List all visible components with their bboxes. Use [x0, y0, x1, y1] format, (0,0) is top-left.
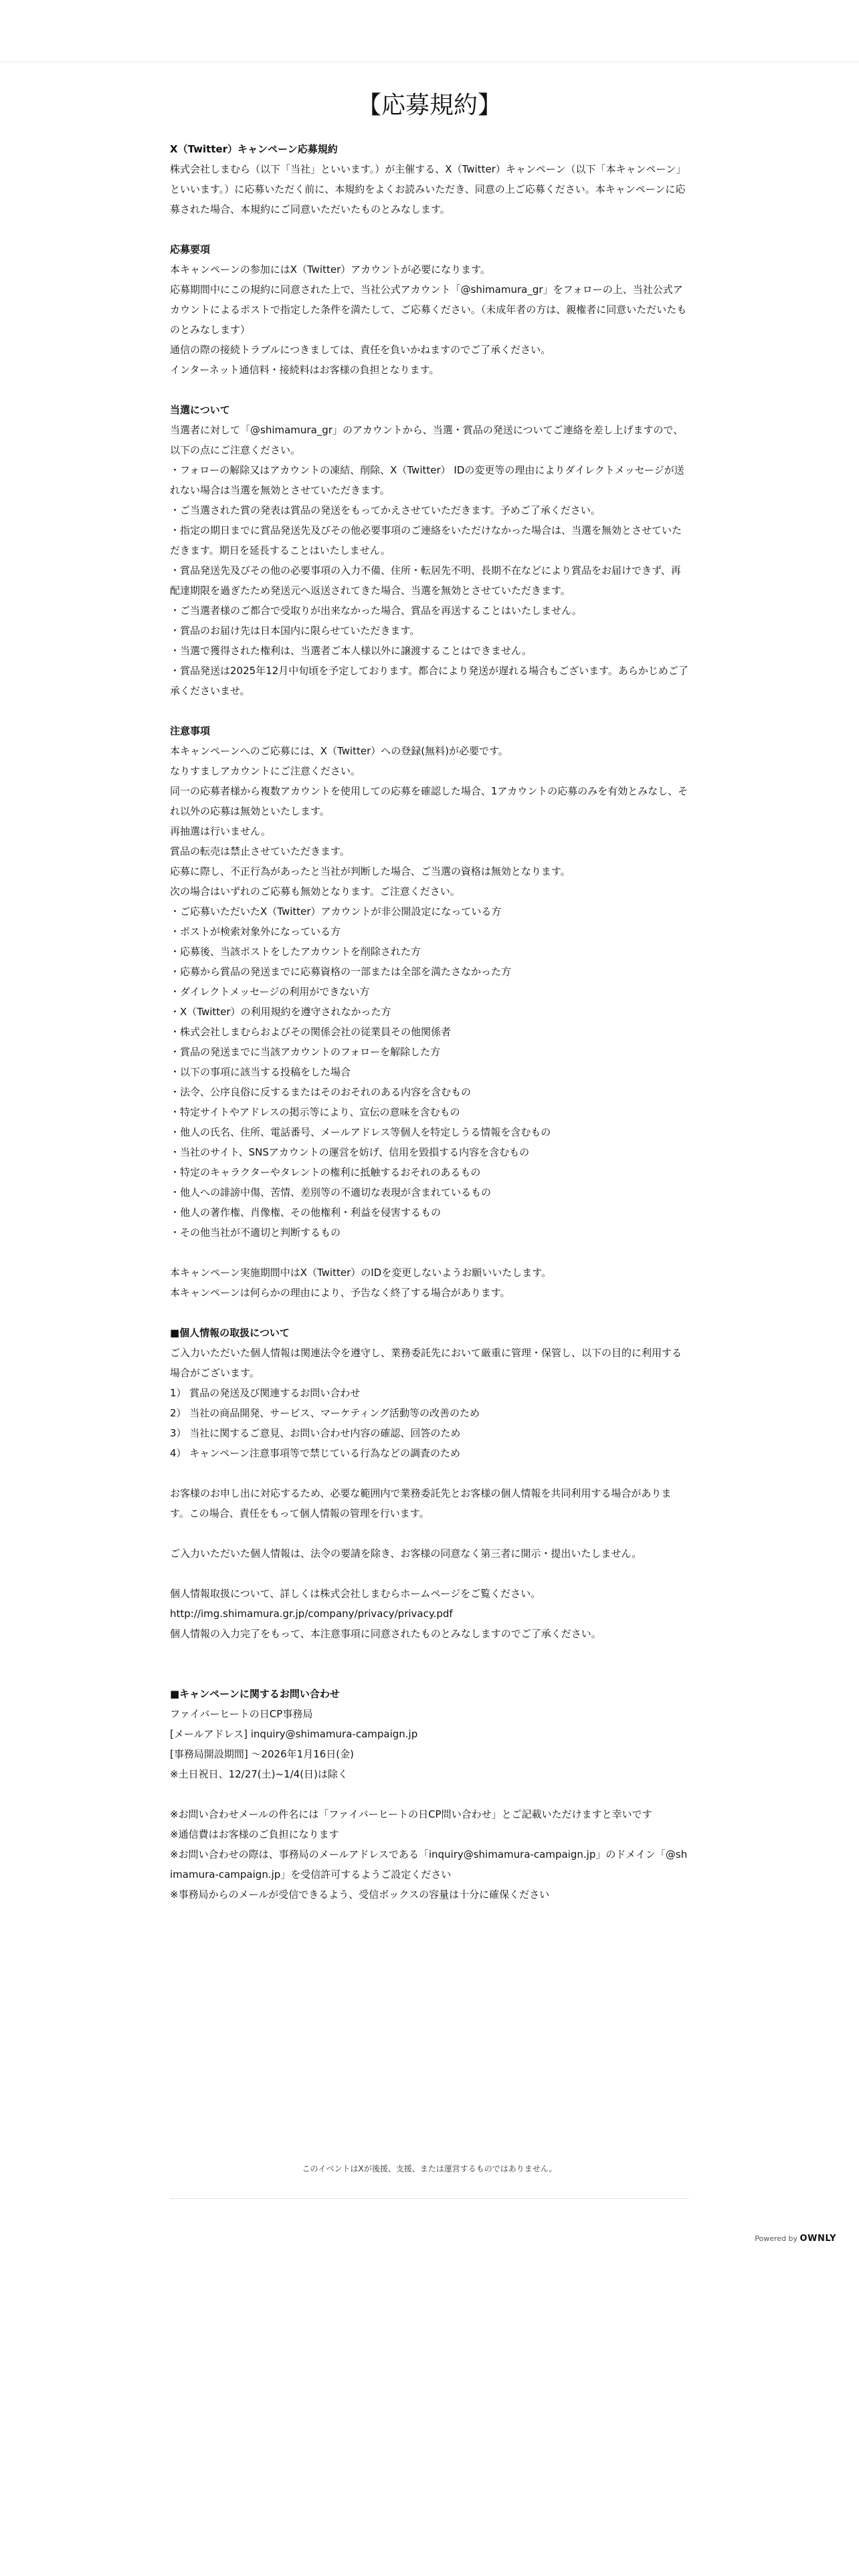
paragraph-spacer [170, 1784, 689, 1804]
terms-paragraph: ・他人の氏名、住所、電話番号、メールアドレス等個人を特定しうる情報を含むもの [170, 1126, 551, 1138]
terms-paragraph: ・ダイレクトメッセージの利用ができない方 [170, 986, 370, 998]
terms-paragraph: ・当社のサイト、SNSアカウントの運営を妨げ、信用を毀損する内容を含むもの [170, 1146, 530, 1158]
terms-paragraph: 本キャンペーンは何らかの理由により、予告なく終了する場合があります。 [170, 1287, 510, 1299]
terms-paragraph: [事務局開設期間] 〜2026年1月16日(金) [170, 1748, 354, 1760]
terms-paragraph: ・指定の期日までに賞品発送先及びその他必要事項のご連絡をいただけなかった場合は、当選を無効とさせていただきます。期日を延長することはいたしません。 [170, 524, 682, 556]
paragraph-spacer [170, 1523, 689, 1543]
terms-paragraph: ・ポストが検索対象外になっている方 [170, 926, 341, 938]
terms-paragraph: 賞品の転売は禁止させていただきます。 [170, 845, 350, 857]
terms-paragraph: ※土日祝日、12/27(土)~1/4(日)は除く [170, 1768, 348, 1780]
terms-paragraph: 個人情報の入力完了をもって、本注意事項に同意されたものとみなしますのでご了承ください。 [170, 1628, 601, 1640]
x-disclaimer: このイベントはXが後援、支援、または運営するものではありません。 [302, 2164, 557, 2173]
terms-paragraph: http://img.shimamura.gr.jp/company/privacy/privacy.pdf [170, 1608, 453, 1620]
powered-by-label: Powered by [755, 2234, 798, 2243]
terms-paragraph: ・以下の事項に該当する投稿をした場合 [170, 1066, 351, 1078]
section-heading: ■個人情報の取扱について [170, 1327, 290, 1339]
terms-paragraph: 応募に際し、不正行為があったと当社が判断した場合、ご当選の資格は無効となります。 [170, 865, 571, 877]
terms-paragraph: 1） 賞品の発送及び関連するお問い合わせ [170, 1387, 361, 1399]
paragraph-spacer [170, 1644, 689, 1664]
paragraph-spacer [170, 1243, 689, 1263]
terms-paragraph: ・特定サイトやアドレスの掲示等により、宣伝の意味を含むもの [170, 1106, 460, 1118]
terms-sections [170, 139, 689, 1905]
terms-paragraph: ・その他当社が不適切と判断するもの [170, 1226, 341, 1239]
terms-paragraph: ・他人への誹謗中傷、苦情、差別等の不適切な表現が含まれているもの [170, 1186, 492, 1198]
terms-paragraph: なりすましアカウントにご注意ください。 [170, 765, 361, 777]
page-title: 【応募規約】 [357, 92, 502, 119]
section-heading: X（Twitter）キャンペーン応募規約 [170, 143, 338, 155]
top-header-bar [0, 0, 859, 62]
terms-paragraph: ・当選で獲得された権利は、当選者ご本人様以外に譲渡することはできません。 [170, 645, 532, 657]
terms-section [170, 239, 689, 380]
section-heading: 応募要項 [170, 243, 211, 255]
ownly-logo[interactable]: OWNLY [799, 2234, 836, 2244]
terms-paragraph: ・法令、公序良俗に反するまたはそのおそれのある内容を含むもの [170, 1086, 472, 1098]
terms-paragraph: ファイバーヒートの日CP事務局 [170, 1708, 313, 1720]
terms-paragraph: 株式会社しまむら（以下「当社」といいます。）が主催する、X（Twitter）キャンペーン（以下「本キャンペーン」といいます。）に応募いただく前に、本規約をよくお読みいただき、同意の上ご応募ください。本キャンペーンに応募された場合、本規約にご同意いただいたものとみなします。 [170, 163, 686, 215]
terms-paragraph: ・特定のキャラクターやタレントの権利に抵触するおそれのあるもの [170, 1166, 481, 1178]
section-heading: ■キャンペーンに関するお問い合わせ [170, 1688, 340, 1700]
footer-divider [170, 2198, 689, 2199]
terms-paragraph: ・フォローの解除又はアカウントの凍結、削除、X（Twitter） IDの変更等の理由によりダイレクトメッセージが送れない場合は当選を無効とさせていただきます。 [170, 464, 684, 496]
terms-paragraph: ※お問い合わせの際は、事務局のメールアドレスである「inquiry@shimamura-campaign.jp」のドメイン「@shimamura-campaign.jp」を受信許可するようご設定ください [170, 1848, 688, 1881]
terms-section [170, 721, 689, 1303]
terms-paragraph: ・応募から賞品の発送までに応募資格の一部または全部を満たさなかった方 [170, 966, 512, 978]
terms-paragraph: 応募期間中にこの規約に同意された上で、当社公式アカウント「@shimamura_gr」をフォローの上、当社公式アカウントによるポストで指定した条件を満たして、ご応募ください。（未成年者の方は、親権者に同意いただいたものとみなします） [170, 284, 687, 336]
terms-paragraph: ご入力いただいた個人情報は関連法令を遵守し、業務委託先において厳重に管理・保管し、以下の目的に利用する場合がございます。 [170, 1347, 682, 1379]
terms-paragraph: お客様のお申し出に対応するため、必要な範囲内で業務委託先とお客様の個人情報を共同利用する場合があります。この場合、責任をもって個人情報の管理を行います。 [170, 1487, 672, 1519]
terms-paragraph: ※通信費はお客様のご負担になります [170, 1828, 339, 1840]
section-heading: 注意事項 [170, 725, 211, 737]
terms-paragraph: 本キャンペーンへのご応募には、X（Twitter）への登録(無料)が必要です。 [170, 745, 508, 757]
terms-paragraph: ・賞品発送は2025年12月中旬頃を予定しております。都合により発送が遅れる場合もございます。あらかじめご了承くださいませ。 [170, 665, 688, 697]
terms-paragraph: 2） 当社の商品開発、サービス、マーケティング活動等の改善のため [170, 1407, 480, 1419]
terms-paragraph: 本キャンペーンの参加にはX（Twitter）アカウントが必要になります。 [170, 263, 490, 276]
terms-paragraph: 通信の際の接続トラブルにつきましては、責任を負いかねますのでご了承ください。 [170, 344, 551, 356]
terms-paragraph: ・ご当選者様のご都合で受取りが出来なかった場合、賞品を再送することはいたしません。 [170, 605, 582, 617]
terms-paragraph: ・賞品発送先及びその他の必要事項の入力不備、住所・転居先不明、長期不在などにより賞品をお届けできず、再配達期限を過ぎたため発送元へ返送されてきた場合、当選を無効とさせていただきます。 [170, 564, 681, 597]
terms-paragraph: ご入力いただいた個人情報は、法令の要請を除き、お客様の同意なく第三者に開示・提出いたしません。 [170, 1547, 642, 1560]
terms-paragraph: ・X（Twitter）の利用規約を遵守されなかった方 [170, 1006, 391, 1018]
terms-content [170, 62, 689, 1925]
terms-paragraph: 同一の応募者様から複数アカウントを使用しての応募を確認した場合、1アカウントの応募のみを有効とみなし、それ以外の応募は無効といたします。 [170, 785, 688, 817]
terms-paragraph: 次の場合はいずれのご応募も無効となります。ご注意ください。 [170, 885, 460, 897]
terms-paragraph: 4） キャンペーン注意事項等で禁じている行為などの調査のため [170, 1447, 461, 1459]
terms-paragraph: ・ご当選された賞の発表は賞品の発送をもってかえさせていただきます。予めご了承ください。 [170, 504, 601, 516]
terms-section [170, 400, 689, 701]
terms-paragraph: ・賞品のお届け先は日本国内に限らせていただきます。 [170, 625, 420, 637]
terms-paragraph: ・ご応募いただいたX（Twitter）アカウントが非公開設定になっている方 [170, 905, 502, 918]
terms-paragraph: インターネット通信料・接続料はお客様の負担となります。 [170, 364, 440, 376]
terms-section [170, 1684, 689, 1905]
terms-section [170, 1323, 689, 1664]
terms-paragraph: ・応募後、当該ポストをしたアカウントを削除された方 [170, 946, 421, 958]
section-heading: 当選について [170, 404, 230, 416]
terms-section [170, 139, 689, 219]
terms-paragraph: 再抽選は行いません。 [170, 825, 271, 837]
powered-by[interactable] [755, 2234, 836, 2244]
terms-paragraph: 3） 当社に関するご意見、お問い合わせ内容の確認、回答のため [170, 1427, 461, 1439]
terms-paragraph: ※事務局からのメールが受信できるよう、受信ボックスの容量は十分に確保ください [170, 1889, 550, 1901]
terms-paragraph: [メールアドレス] inquiry@shimamura-campaign.jp [170, 1728, 418, 1740]
terms-paragraph: ・他人の著作権、肖像権、その他権利・利益を侵害するもの [170, 1206, 442, 1218]
terms-paragraph: ・株式会社しまむらおよびその関係会社の従業員その他関係者 [170, 1026, 452, 1038]
terms-paragraph: 個人情報取扱について、詳しくは株式会社しまむらホームページをご覧ください。 [170, 1588, 541, 1600]
terms-paragraph: ・賞品の発送までに当該アカウントのフォローを解除した方 [170, 1046, 441, 1058]
paragraph-spacer [170, 1463, 689, 1483]
terms-paragraph: 本キャンペーン実施期間中はX（Twitter）のIDを変更しないようお願いいたします。 [170, 1267, 552, 1279]
terms-paragraph: 当選者に対して「@shimamura_gr」のアカウントから、当選・賞品の発送についてご連絡を差し上げますので、以下の点にご注意ください。 [170, 424, 684, 456]
terms-paragraph: ※お問い合わせメールの件名には「ファイバーヒートの日CP問い合わせ」とご記載いただけますと幸いです [170, 1808, 652, 1820]
paragraph-spacer [170, 1564, 689, 1584]
